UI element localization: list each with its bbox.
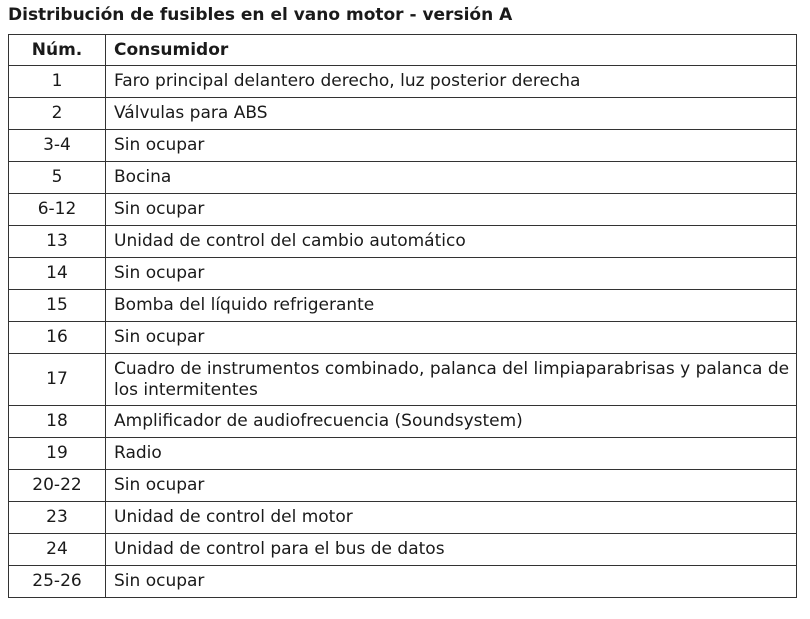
table-row xyxy=(9,470,797,502)
fuse-number-cell: 13 xyxy=(9,226,106,258)
fuse-number-cell: 6-12 xyxy=(9,194,106,226)
table-row xyxy=(9,66,797,98)
consumer-cell: Unidad de control para el bus de datos xyxy=(106,534,797,566)
header-row xyxy=(9,35,797,66)
consumer-cell: Válvulas para ABS xyxy=(106,98,797,130)
consumer-cell: Cuadro de instrumentos combinado, palanca del limpiaparabrisas y palanca de los intermitentes xyxy=(106,354,797,406)
fuse-number-cell: 1 xyxy=(9,66,106,98)
fuse-number-cell: 20-22 xyxy=(9,470,106,502)
fuse-number-cell: 18 xyxy=(9,406,106,438)
fuse-number-cell: 5 xyxy=(9,162,106,194)
consumer-cell: Sin ocupar xyxy=(106,130,797,162)
fuse-number-cell: 23 xyxy=(9,502,106,534)
consumer-cell: Radio xyxy=(106,438,797,470)
fuse-number-cell: 17 xyxy=(9,354,106,406)
table-row xyxy=(9,194,797,226)
fuse-table xyxy=(8,34,797,598)
fuse-number-cell: 19 xyxy=(9,438,106,470)
table-row xyxy=(9,226,797,258)
table-row xyxy=(9,438,797,470)
consumer-cell: Sin ocupar xyxy=(106,322,797,354)
consumer-cell: Bocina xyxy=(106,162,797,194)
table-row xyxy=(9,502,797,534)
table-row xyxy=(9,406,797,438)
fuse-number-cell: 25-26 xyxy=(9,566,106,598)
fuse-number-cell: 15 xyxy=(9,290,106,322)
table-row xyxy=(9,290,797,322)
consumer-cell: Amplificador de audiofrecuencia (Soundsystem) xyxy=(106,406,797,438)
table-header xyxy=(9,35,797,66)
fuse-number-cell: 24 xyxy=(9,534,106,566)
fuse-number-cell: 14 xyxy=(9,258,106,290)
consumer-cell: Sin ocupar xyxy=(106,258,797,290)
table-row xyxy=(9,258,797,290)
page-title: Distribución de fusibles en el vano motor - versión A xyxy=(8,5,513,25)
consumer-cell: Sin ocupar xyxy=(106,194,797,226)
table-body xyxy=(9,66,797,598)
fuse-number-cell: 16 xyxy=(9,322,106,354)
table-row xyxy=(9,566,797,598)
table-row xyxy=(9,98,797,130)
column-header-consumer: Consumidor xyxy=(106,35,797,66)
column-header-num: Núm. xyxy=(9,35,106,66)
fuse-number-cell: 3-4 xyxy=(9,130,106,162)
fuse-number-cell: 2 xyxy=(9,98,106,130)
consumer-cell: Sin ocupar xyxy=(106,470,797,502)
table-row xyxy=(9,534,797,566)
consumer-cell: Unidad de control del cambio automático xyxy=(106,226,797,258)
consumer-cell: Faro principal delantero derecho, luz posterior derecha xyxy=(106,66,797,98)
table-row xyxy=(9,354,797,406)
table-row xyxy=(9,162,797,194)
consumer-cell: Bomba del líquido refrigerante xyxy=(106,290,797,322)
consumer-cell: Sin ocupar xyxy=(106,566,797,598)
table-row xyxy=(9,130,797,162)
consumer-cell: Unidad de control del motor xyxy=(106,502,797,534)
table-row xyxy=(9,322,797,354)
